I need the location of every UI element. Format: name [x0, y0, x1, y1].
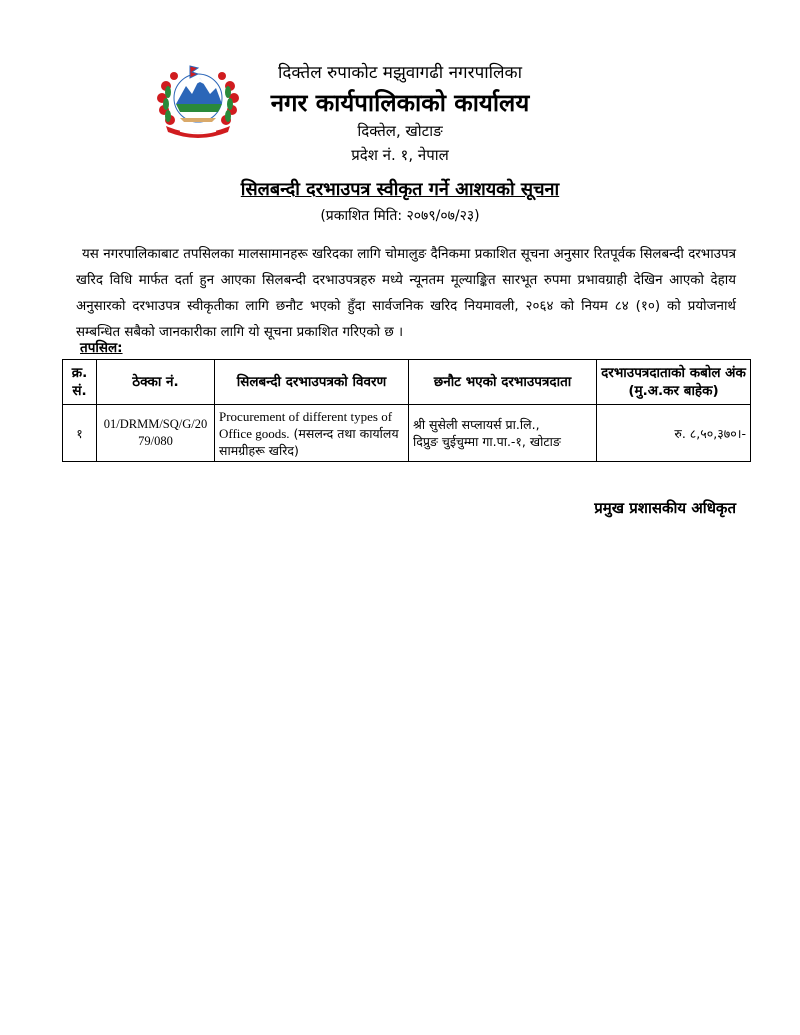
municipality-name: दिक्तेल रुपाकोट मझुवागढी नगरपालिका: [277, 63, 523, 83]
description-nepali: (मसलन्द तथा कार्यालय सामग्रीहरू खरिद): [219, 425, 399, 458]
cell-amount: रु. ८,५०,३७०।-: [597, 405, 751, 462]
office-location: दिक्तेल, खोटाङ: [357, 122, 443, 140]
notice-title-wrap: [100, 177, 700, 201]
header-sn: क्र. सं.: [63, 360, 97, 405]
description-english: Procurement of different types of Office goods.: [219, 408, 393, 441]
cell-description: [215, 405, 409, 462]
header-description: सिलबन्दी दरभाउपत्रको विवरण: [215, 360, 409, 405]
cell-contract-no: 01/DRMM/SQ/G/2079/080: [97, 405, 215, 462]
header-selected-bidder: छनौट भएको दरभाउपत्रदाता: [409, 360, 597, 405]
table-row: [63, 405, 751, 462]
bidder-address: दिप्रुङ चुईचुम्मा गा.पा.-१, खोटाङ: [413, 434, 561, 449]
office-name: नगर कार्यपालिकाको कार्यालय: [270, 89, 530, 117]
signatory-title: प्रमुख प्रशासकीय अधिकृत: [594, 499, 736, 517]
header-contract-no: ठेक्का नं.: [97, 360, 215, 405]
cell-sn: १: [63, 405, 97, 462]
published-date: (प्रकाशित मिति: २०७९/०७/२३): [320, 208, 480, 224]
header-amount: दरभाउपत्रदाताको कबोल अंक (मु.अ.कर बाहेक): [597, 360, 751, 405]
notice-body: यस नगरपालिकाबाट तपसिलका मालसामानहरू खरिदका लागि चोमालुङ दैनिकमा प्रकाशित सूचना अनुसार रितपूर्वक सिलबन्दी दरभाउपत्र खरिद विधि मार्फत दर्ता हुन आएका सिलबन्दी दरभाउपत्रहरु मध्ये न्यूनतम मूल्याङ्कित सारभूत रुपमा प्रभावग्राही देखिन आएको देहाय अनुसारको दरभाउपत्र स्वीकृतीका लागि छनौट भएको हुँदा सार्वजनिक खरिद नियमावली, २०६४ को नियम ८४ (१०) को प्रयोजनार्थ सम्बन्धित सबैको जानकारीका लागि यो सूचना प्रकाशित गरिएको छ ।: [76, 247, 736, 340]
schedule-label: तपसिल:: [80, 340, 123, 356]
notice-title: सिलबन्दी दरभाउपत्र स्वीकृत गर्ने आशयको सूचना: [240, 179, 560, 200]
table-header-row: [63, 360, 751, 405]
province-line: प्रदेश नं. १, नेपाल: [351, 146, 449, 164]
award-table: [62, 359, 751, 462]
cell-selected-bidder: [409, 405, 597, 462]
bidder-name: श्री सुसेली सप्लायर्स प्रा.लि.,: [413, 417, 540, 432]
